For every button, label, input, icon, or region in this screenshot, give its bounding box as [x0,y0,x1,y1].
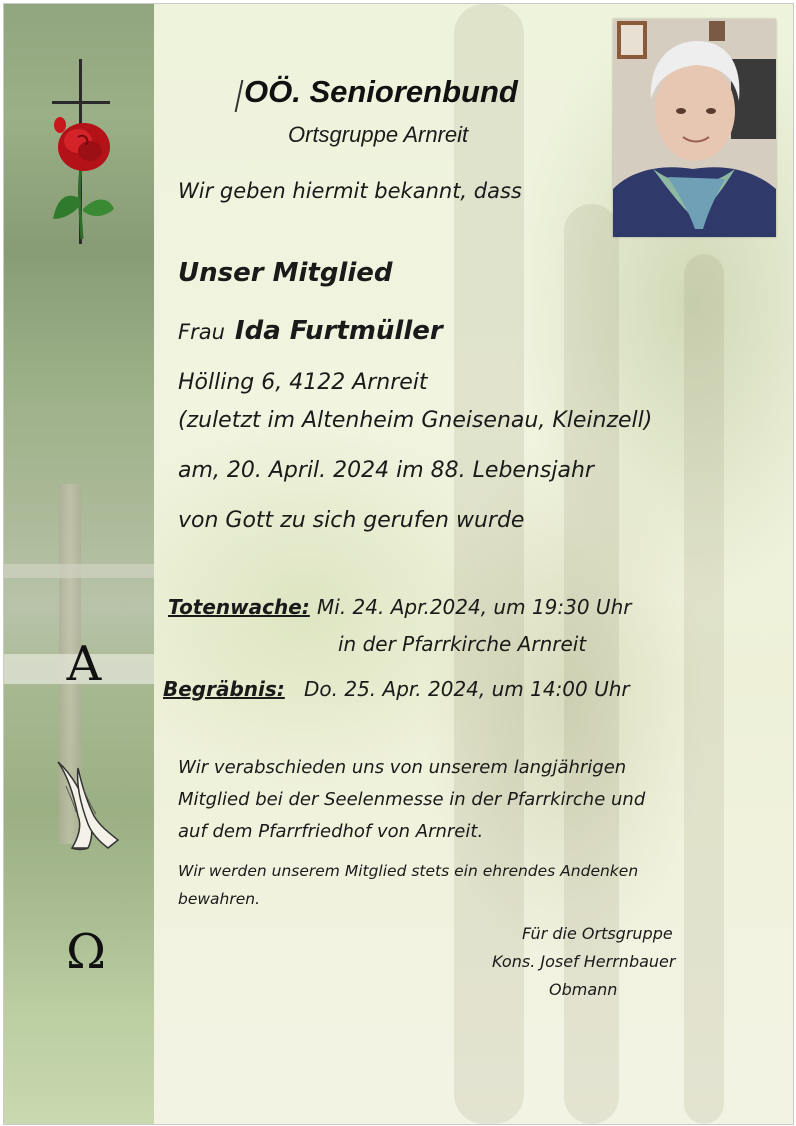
farewell-line: Mitglied bei der Seelenmesse in der Pfarrkirche und [178,789,646,810]
burial-time: Do. 25. Apr. 2024, um 14:00 Uhr [304,677,630,701]
omega-symbol: Ω [66,924,106,980]
memory-paragraph [178,857,638,913]
background-tree [684,254,724,1124]
farewell-paragraph [178,752,645,848]
deceased-name: Ida Furtmüller [234,316,443,346]
deceased-name-line [178,316,443,346]
called-home-text: von Gott zu sich gerufen wurde [178,508,525,533]
last-residence: (zuletzt im Altenheim Gneisenau, Kleinzell) [178,408,653,433]
signature-title: Obmann [549,980,618,999]
obituary-page [3,3,794,1125]
farewell-line: Wir verabschieden uns von unserem langjährigen [178,757,627,778]
organization-group: Ortsgruppe Arnreit [288,122,469,147]
organization-name: OÖ. Seniorenbund [244,74,518,109]
wake-label: Totenwache: [168,595,310,619]
memory-line: Wir werden unserem Mitglied stets ein ehrendes Andenken [178,862,639,880]
wake-time: Mi. 24. Apr.2024, um 19:30 Uhr [317,595,632,619]
farewell-line: auf dem Pfarrfriedhof von Arnreit. [178,821,484,842]
address: Hölling 6, 4122 Arnreit [178,370,428,395]
portrait-photo [613,19,776,237]
death-date: am, 20. April. 2024 im 88. Lebensjahr [178,458,594,483]
praying-hands-icon [48,756,124,852]
wake-place: in der Pfarrkirche Arnreit [338,632,587,656]
salutation: Frau [178,320,225,344]
cross-with-rose-icon [48,59,114,249]
burial-label: Begräbnis: [163,677,285,701]
signature-name: Kons. Josef Herrnbauer [492,952,676,971]
portrait-image [613,19,776,237]
signature-group: Für die Ortsgruppe [522,924,673,943]
memory-line: bewahren. [178,890,261,908]
member-heading: Unser Mitglied [178,258,393,288]
announcement-intro: Wir geben hiermit bekannt, dass [178,179,522,203]
alpha-symbol: A [66,636,102,692]
